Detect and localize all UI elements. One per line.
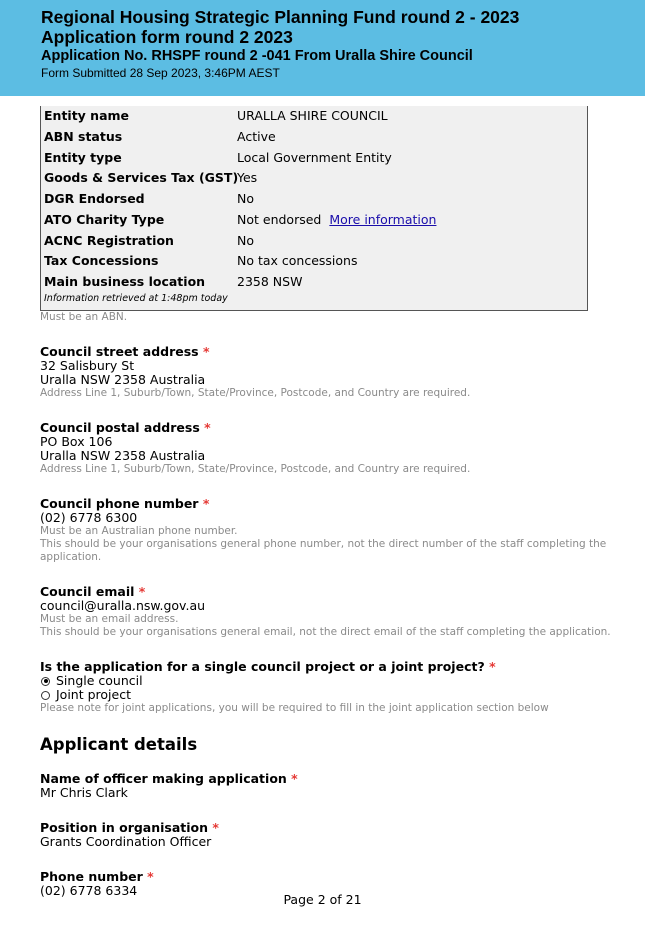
street-address-line1: 32 Salisbury St [40, 358, 135, 373]
abn-value: No [237, 191, 254, 206]
phone-value: (02) 6778 6300 [40, 510, 138, 525]
abn-label: Main business location [44, 274, 206, 289]
radio-checked-icon[interactable] [41, 677, 50, 686]
abn-retrieved-note: Information retrieved at 1:48pm today [44, 293, 228, 304]
page-number: Page 2 of 21 [283, 892, 362, 907]
label-text: Council postal address [40, 420, 200, 435]
postal-address-label [40, 420, 620, 435]
spacer [40, 564, 620, 584]
applicant-phone-value: (02) 6778 6334 [40, 883, 138, 898]
applicant-details-heading: Applicant details [40, 735, 198, 754]
project-type-label [40, 659, 620, 674]
required-mark: * [202, 496, 210, 511]
abn-label: Entity name [44, 108, 130, 123]
abn-label: ABN status [44, 129, 123, 144]
submission-date: Form Submitted 28 Sep 2023, 3:46PM AEST [41, 66, 280, 80]
abn-value: URALLA SHIRE COUNCIL [237, 108, 388, 123]
spacer [40, 800, 620, 820]
abn-label: Entity type [44, 150, 122, 165]
required-mark: * [202, 344, 210, 359]
required-mark: * [489, 659, 496, 674]
radio-single-council[interactable] [40, 674, 620, 688]
label-text: Council email [40, 584, 135, 599]
abn-label: Tax Concessions [44, 253, 159, 268]
radio-label: Joint project [56, 687, 131, 702]
label-text: Phone number [40, 869, 143, 884]
abn-value: Local Government Entity [237, 150, 392, 165]
label-text: Is the application for a single council project or a joint project? [40, 659, 485, 674]
required-mark: * [147, 869, 154, 884]
email-hint-general: This should be your organisations general email, not the direct email of the staff completing the application. [40, 626, 611, 638]
officer-name-value: Mr Chris Clark [40, 785, 128, 800]
spacer [40, 849, 620, 869]
abn-details-panel [40, 106, 588, 311]
email-field [40, 584, 620, 639]
form-content [40, 311, 620, 898]
abn-value: No tax concessions [237, 253, 358, 268]
required-mark: * [138, 584, 146, 599]
spacer [40, 639, 620, 659]
abn-value: No [237, 233, 254, 248]
position-field [40, 820, 620, 849]
phone-hint-format: Must be an Australian phone number. [40, 525, 238, 537]
label-text: Council phone number [40, 496, 199, 511]
abn-label: Goods & Services Tax (GST) [44, 170, 239, 185]
abn-label: ATO Charity Type [44, 212, 165, 227]
street-address-label [40, 344, 620, 359]
spacer [40, 400, 620, 420]
application-number: Application No. RHSPF round 2 -041 From Uralla Shire Council [41, 48, 473, 64]
position-label [40, 820, 620, 835]
postal-address-line1: PO Box 106 [40, 434, 113, 449]
street-address-field [40, 344, 620, 400]
label-text: Position in organisation [40, 820, 209, 835]
more-information-link[interactable]: More information [329, 212, 437, 227]
abn-label: DGR Endorsed [44, 191, 145, 206]
street-address-line2: Uralla NSW 2358 Australia [40, 372, 206, 387]
form-header [0, 0, 645, 96]
spacer [40, 476, 620, 496]
abn-value: 2358 NSW [237, 274, 303, 289]
phone-hint-general: This should be your organisations general phone number, not the direct number of the staff completing the application. [40, 538, 607, 563]
officer-name-field [40, 771, 620, 800]
abn-value: Yes [237, 170, 258, 185]
project-type-field [40, 659, 620, 715]
form-subtitle: Application form round 2 2023 [41, 27, 293, 47]
email-hint-format: Must be an email address. [40, 613, 179, 625]
applicant-phone-label [40, 869, 620, 884]
required-mark: * [291, 771, 298, 786]
label-text: Council street address [40, 344, 199, 359]
project-type-hint: Please note for joint applications, you will be required to fill in the joint application section below [40, 702, 549, 714]
required-mark: * [204, 420, 211, 435]
radio-label: Single council [56, 673, 143, 688]
officer-name-label [40, 771, 620, 786]
abn-label: ACNC Registration [44, 233, 174, 248]
radio-unchecked-icon[interactable] [41, 691, 50, 700]
postal-address-field [40, 420, 620, 476]
label-text: Name of officer making application [40, 771, 287, 786]
email-value: council@uralla.nsw.gov.au [40, 598, 206, 613]
postal-address-hint: Address Line 1, Suburb/Town, State/Province, Postcode, and Country are required. [40, 463, 471, 475]
spacer [40, 324, 620, 344]
phone-field [40, 496, 620, 564]
ato-charity-value: Not endorsed [237, 212, 322, 227]
radio-joint-project[interactable] [40, 688, 620, 702]
email-label [40, 584, 620, 599]
abn-hint: Must be an ABN. [40, 311, 128, 323]
required-mark: * [212, 820, 219, 835]
position-value: Grants Coordination Officer [40, 834, 212, 849]
form-title: Regional Housing Strategic Planning Fund round 2 - 2023 [41, 7, 520, 27]
postal-address-line2: Uralla NSW 2358 Australia [40, 448, 206, 463]
abn-value: Active [237, 129, 276, 144]
abn-value [237, 212, 436, 228]
phone-label [40, 496, 620, 511]
street-address-hint: Address Line 1, Suburb/Town, State/Province, Postcode, and Country are required. [40, 387, 471, 399]
